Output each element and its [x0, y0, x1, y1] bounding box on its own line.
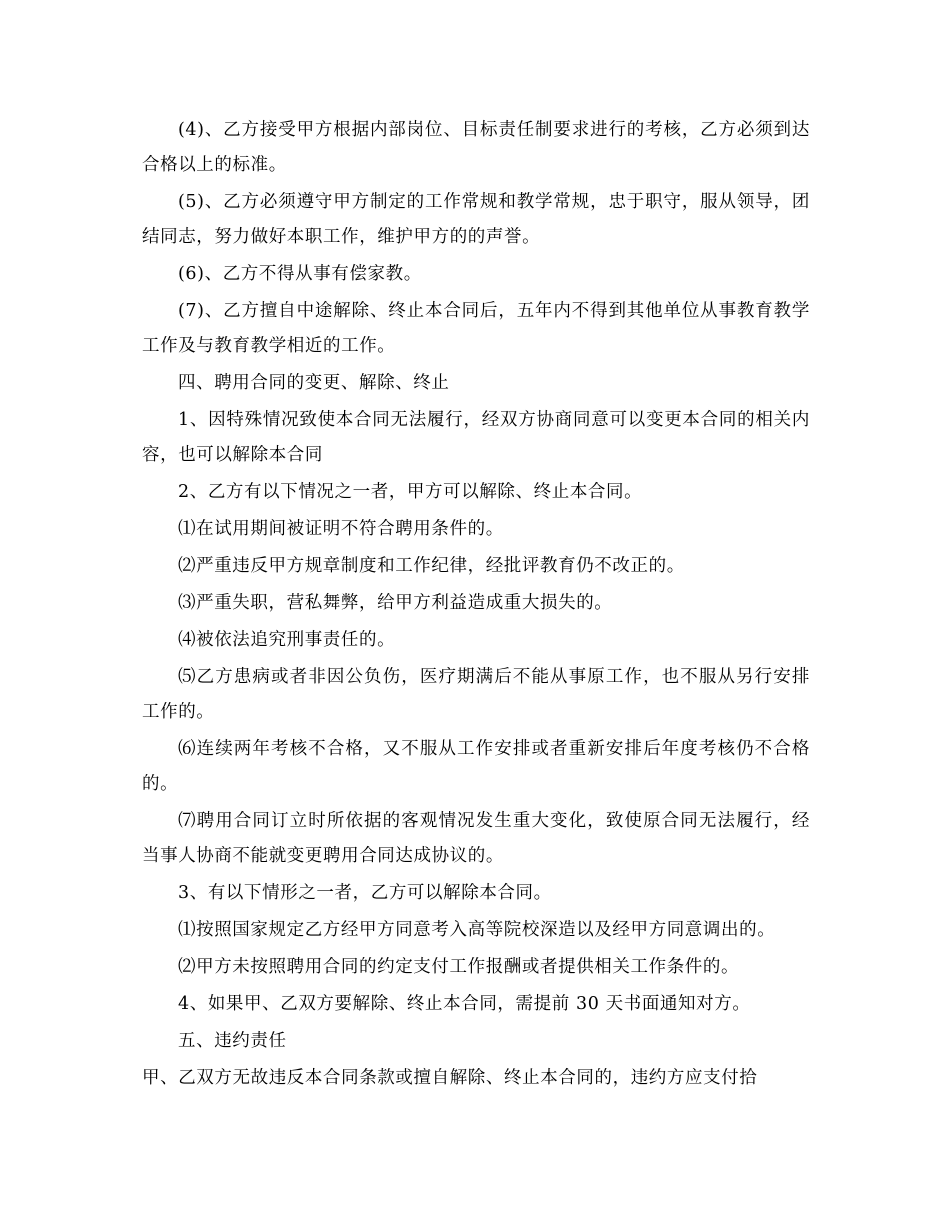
section-4-item-2-sub-6: ⑹连续两年考核不合格，又不服从工作安排或者重新安排后年度考核仍不合格的。 [142, 739, 810, 794]
section-4-heading: 四、聘用合同的变更、解除、终止 [178, 373, 450, 393]
section-4-item-2-sub-3: ⑶严重失职，营私舞弊，给甲方利益造成重大损失的。 [178, 593, 613, 613]
clause-7-paragraph: (7)、乙方擅自中途解除、终止本合同后，五年内不得到其他单位从事教育教学工作及与教育教学相近的工作。 [142, 301, 810, 356]
section-4-item-3-sub-2: ⑵甲方未按照聘用合同的约定支付工作报酬或者提供相关工作条件的。 [178, 957, 740, 977]
clause-5-paragraph: (5)、乙方必须遵守甲方制定的工作常规和教学常规，忠于职守，服从领导，团结同志，努力做好本职工作，维护甲方的的声誉。 [142, 192, 810, 247]
section-4-item-1: 1、因特殊情况致使本合同无法履行，经双方协商同意可以变更本合同的相关内容，也可以解除本合同 [142, 410, 810, 465]
section-5-paragraph: 甲、乙双方无故违反本合同条款或擅自解除、终止本合同的，违约方应支付拾 [142, 1068, 758, 1088]
section-4-item-2-sub-4: ⑷被依法追究刑事责任的。 [178, 630, 396, 650]
clause-6-paragraph: (6)、乙方不得从事有偿家教。 [178, 264, 422, 284]
section-4-item-3-sub-1: ⑴按照国家规定乙方经甲方同意考入高等院校深造以及经甲方同意调出的。 [178, 920, 776, 940]
document-body [142, 113, 810, 1098]
clause-4-paragraph: (4)、乙方接受甲方根据内部岗位、目标责任制要求进行的考核，乙方必须到达合格以上的标准。 [142, 120, 810, 175]
section-5-heading: 五、违约责任 [178, 1031, 287, 1051]
section-4-item-2-sub-1: ⑴在试用期间被证明不符合聘用条件的。 [178, 519, 504, 539]
section-4-item-2-sub-7: ⑺聘用合同订立时所依据的客观情况发生重大变化，致使原合同无法履行，经当事人协商不能就变更聘用合同达成协议的。 [142, 811, 810, 866]
section-4-item-2-sub-5: ⑸乙方患病或者非因公负伤，医疗期满后不能从事原工作，也不服从另行安排工作的。 [142, 667, 810, 722]
section-4-item-2-sub-2: ⑵严重违反甲方规章制度和工作纪律，经批评教育仍不改正的。 [178, 556, 685, 576]
section-4-item-4: 4、如果甲、乙双方要解除、终止本合同，需提前 30 天书面通知对方。 [178, 994, 751, 1014]
section-4-item-3: 3、有以下情形之一者，乙方可以解除本合同。 [178, 883, 552, 903]
section-4-item-2: 2、乙方有以下情况之一者，甲方可以解除、终止本合同。 [178, 482, 643, 502]
